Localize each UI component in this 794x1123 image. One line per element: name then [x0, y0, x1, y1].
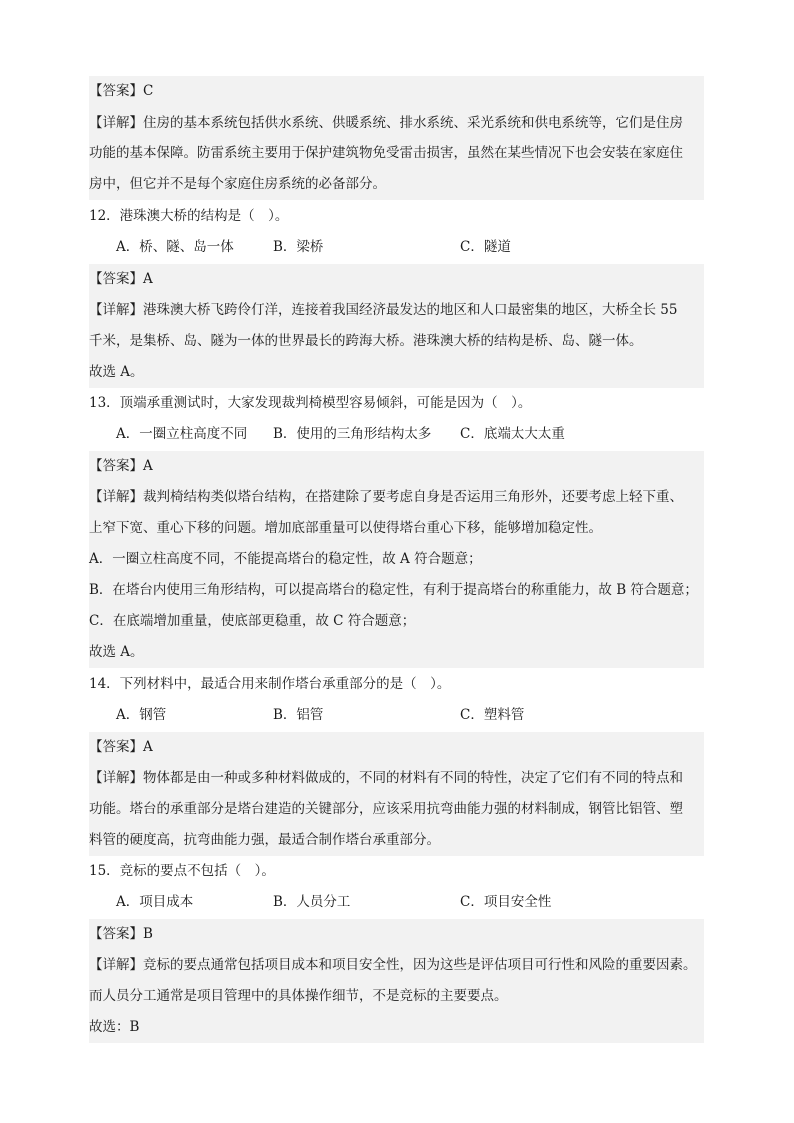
answer-block-14 [89, 732, 704, 856]
option-a: A．项目成本 [116, 894, 194, 910]
question-14: 14．下列材料中，最适合用来制作塔台承重部分的是（ ）。 [89, 676, 451, 692]
detail-line: 故选 A。 [89, 644, 144, 660]
option-b: B．使用的三角形结构太多 [273, 426, 432, 442]
detail-line: 故选 A。 [89, 364, 144, 380]
option-c: C．塑料管 [460, 707, 525, 723]
detail-line: 千米，是集桥、岛、隧为一体的世界最长的跨海大桥。港珠澳大桥的结构是桥、岛、隧一体。 [89, 333, 643, 349]
detail-line: A．一圈立柱高度不同，不能提高塔台的稳定性，故 A 符合题意； [89, 551, 482, 567]
option-a: A．桥、隧、岛一体 [116, 239, 234, 255]
question-12: 12．港珠澳大桥的结构是（ ）。 [89, 208, 289, 224]
option-b: B．人员分工 [273, 894, 351, 910]
answer-label: 【答案】A [89, 458, 153, 474]
detail-line: 功能。塔台的承重部分是塔台建造的关键部分，应该采用抗弯曲能力强的材料制成，钢管比铝管、塑 [89, 801, 683, 817]
question-15: 15．竞标的要点不包括（ ）。 [89, 863, 275, 879]
answer-label: 【答案】A [89, 271, 153, 287]
option-a: A．钢管 [116, 707, 167, 723]
answer-block-12 [89, 264, 704, 388]
detail-line: 【详解】裁判椅结构类似塔台结构，在搭建除了要考虑自身是否运用三角形外，还要考虑上轻下重、 [89, 489, 683, 505]
detail-line: 故选：B [89, 1019, 140, 1035]
option-c: C．底端太大太重 [460, 426, 565, 442]
question-13: 13．顶端承重测试时，大家发现裁判椅模型容易倾斜，可能是因为（ ）。 [89, 395, 532, 411]
answer-label: 【答案】A [89, 739, 153, 755]
answer-label: 【答案】B [89, 926, 153, 942]
detail-line: C．在底端增加重量，使底部更稳重，故 C 符合题意； [89, 613, 416, 629]
option-a: A．一圈立柱高度不同 [116, 426, 248, 442]
option-b: B．梁桥 [273, 239, 324, 255]
detail-line: 【详解】物体都是由一种或多种材料做成的，不同的材料有不同的特性，决定了它们有不同的特点和 [89, 770, 683, 786]
answer-block-11 [89, 76, 704, 200]
answer-block-13 [89, 451, 704, 668]
option-c: C．隧道 [460, 239, 511, 255]
detail-line: 【详解】港珠澳大桥飞跨伶仃洋，连接着我国经济最发达的地区和人口最密集的地区，大桥全长 55 [89, 302, 678, 318]
detail-line: 料管的硬度高，抗弯曲能力强，最适合制作塔台承重部分。 [89, 832, 440, 848]
detail-line: B．在塔台内使用三角形结构，可以提高塔台的稳定性，有利于提高塔台的称重能力，故 B 符合题意； [89, 582, 698, 598]
detail-line: 上窄下宽、重心下移的问题。增加底部重量可以使得塔台重心下移，能够增加稳定性。 [89, 520, 602, 536]
answer-block-15 [89, 919, 704, 1043]
option-b: B．铝管 [273, 707, 324, 723]
detail-line: 【详解】竞标的要点通常包括项目成本和项目安全性，因为这些是评估项目可行性和风险的重要因素。 [89, 957, 697, 973]
detail-line: 功能的基本保障。防雷系统主要用于保护建筑物免受雷击损害，虽然在某些情况下也会安装在家庭住 [89, 145, 683, 161]
answer-label: 【答案】C [89, 83, 154, 99]
detail-line: 房中，但它并不是每个家庭住房系统的必备部分。 [89, 176, 386, 192]
detail-line: 而人员分工通常是项目管理中的具体操作细节，不是竞标的主要要点。 [89, 988, 508, 1004]
detail-line: 【详解】住房的基本系统包括供水系统、供暖系统、排水系统、采光系统和供电系统等，它们是住房 [89, 115, 683, 131]
option-c: C．项目安全性 [460, 894, 552, 910]
